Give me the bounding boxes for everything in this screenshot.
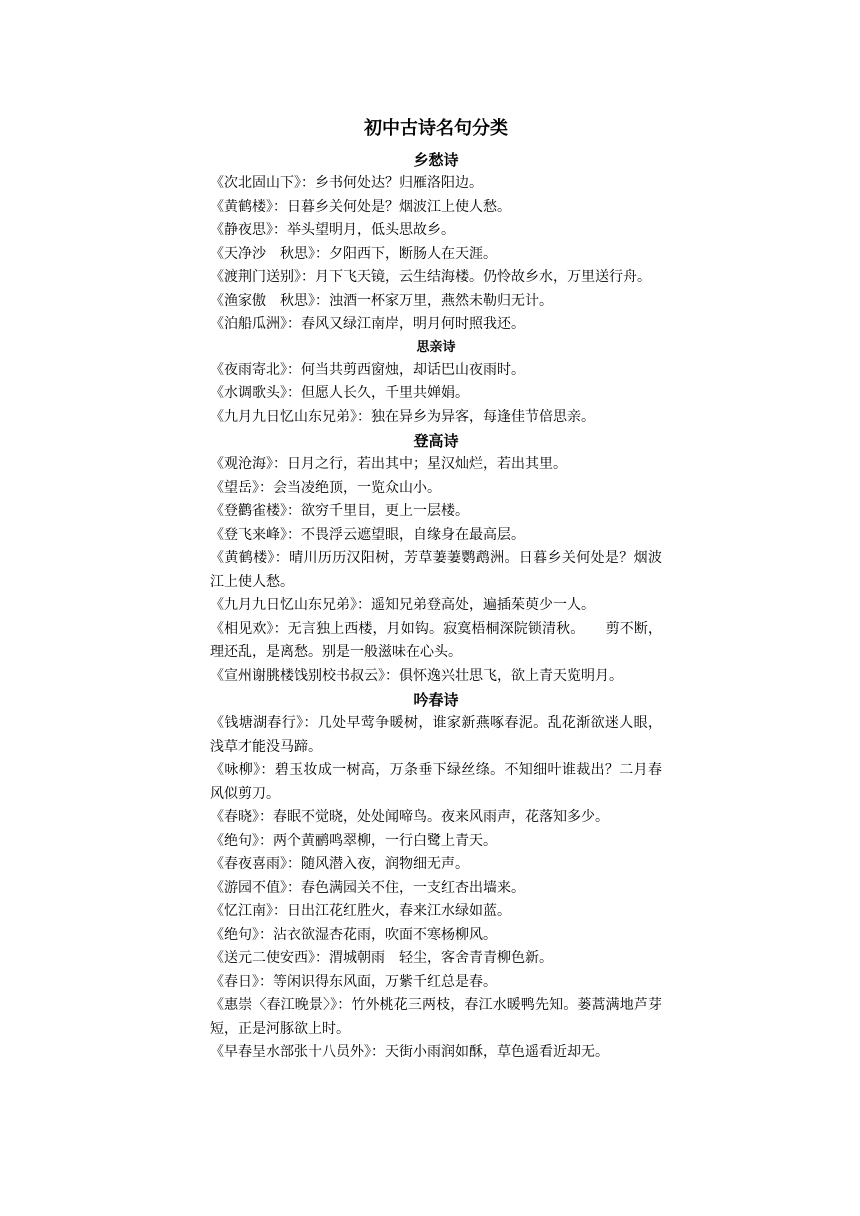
poem-line: 《水调歌头》：但愿人长久，千里共婵娟。 <box>210 385 469 401</box>
poem-line: 《静夜思》：举头望明月，低头思故乡。 <box>210 222 455 238</box>
section-heading-missing-family: 思亲诗 <box>416 339 456 355</box>
poem-line: 《钱塘湖春行》：几处早莺争暖树，谁家新燕啄春泥。乱花渐欲迷人眼，浅草才能没马蹄。 <box>210 715 662 755</box>
document-page <box>210 112 662 1065</box>
poem-line: 《惠崇〈春江晚景〉》：竹外桃花三两枝，春江水暖鸭先知。蒌蒿满地芦芽短，正是河豚欲上时。 <box>210 997 662 1037</box>
poem-line: 《送元二使安西》：渭城朝雨 轻尘，客舍青青柳色新。 <box>210 950 553 966</box>
poem-line: 《渡荆门送别》：月下飞天镜，云生结海楼。仍怜故乡水，万里送行舟。 <box>210 269 651 285</box>
poem-line: 《宣州谢朓楼饯别校书叔云》：俱怀逸兴壮思飞，欲上青天览明月。 <box>210 667 623 684</box>
poem-line: 《登飞来峰》：不畏浮云遮望眼，自缘身在最高层。 <box>210 526 525 543</box>
poem-line: 《望岳》：会当凌绝顶，一览众山小。 <box>210 479 441 496</box>
poem-line: 《登鹳雀楼》：欲穷千里目，更上一层楼。 <box>210 503 469 519</box>
poem-line: 《渔家傲 秋思》：浊酒一杯家万里，燕然未勒归无计。 <box>210 292 553 309</box>
poem-line: 《天净沙 秋思》：夕阳西下，断肠人在天涯。 <box>210 245 497 262</box>
poem-line: 《春晓》：春眠不觉晓，处处闻啼鸟。夜来风雨声，花落知多少。 <box>210 809 609 825</box>
poem-line: 《观沧海》：日月之行，若出其中；星汉灿烂，若出其里。 <box>210 456 567 472</box>
poem-line: 《春夜喜雨》：随风潜入夜，润物细无声。 <box>210 856 469 872</box>
poem-line: 《忆江南》：日出江花红胜火，春来江水绿如蓝。 <box>210 903 511 919</box>
poem-line: 《相见欢》：无言独上西楼，月如钩。寂寞梧桐深院锁清秋。 剪不断，理还乱，是离愁。别是一般滋味在心头。 <box>210 620 662 660</box>
poem-line: 《次北固山下》：乡书何处达？归雁洛阳边。 <box>210 175 483 191</box>
poem-line: 《绝句》：沾衣欲湿杏花雨，吹面不寒杨柳风。 <box>210 926 497 943</box>
poem-line: 《泊船瓜洲》：春风又绿江南岸，明月何时照我还。 <box>210 316 525 332</box>
document-title: 初中古诗名句分类 <box>364 118 508 139</box>
section-heading-spring: 吟春诗 <box>413 691 459 709</box>
poem-line: 《早春呈水部张十八员外》：天街小雨润如酥，草色遥看近却无。 <box>210 1044 609 1060</box>
section-heading-climbing: 登高诗 <box>413 432 459 450</box>
poem-line: 《春日》：等闲识得东风面，万紫千红总是春。 <box>210 973 497 990</box>
poem-line: 《咏柳》：碧玉妆成一树高，万条垂下绿丝绦。不知细叶谁裁出？二月春风似剪刀。 <box>210 762 662 802</box>
poem-line: 《绝句》：两个黄鹂鸣翠柳，一行白鹭上青天。 <box>210 832 497 849</box>
section-heading-homesick: 乡愁诗 <box>413 151 459 169</box>
poem-line: 《游园不值》：春色满园关不住，一支红杏出墙来。 <box>210 879 525 896</box>
poem-line: 《九月九日忆山东兄弟》：遥知兄弟登高处，遍插茱萸少一人。 <box>210 597 595 613</box>
poem-line: 《黄鹤楼》：晴川历历汉阳树，芳草萋萋鹦鹉洲。日暮乡关何处是？烟波江上使人愁。 <box>210 550 662 590</box>
poem-line: 《夜雨寄北》：何当共剪西窗烛，却话巴山夜雨时。 <box>210 361 525 378</box>
poem-line: 《九月九日忆山东兄弟》：独在异乡为异客，每逢佳节倍思亲。 <box>210 408 595 425</box>
poem-line: 《黄鹤楼》：日暮乡关何处是？烟波江上使人愁。 <box>210 198 511 215</box>
